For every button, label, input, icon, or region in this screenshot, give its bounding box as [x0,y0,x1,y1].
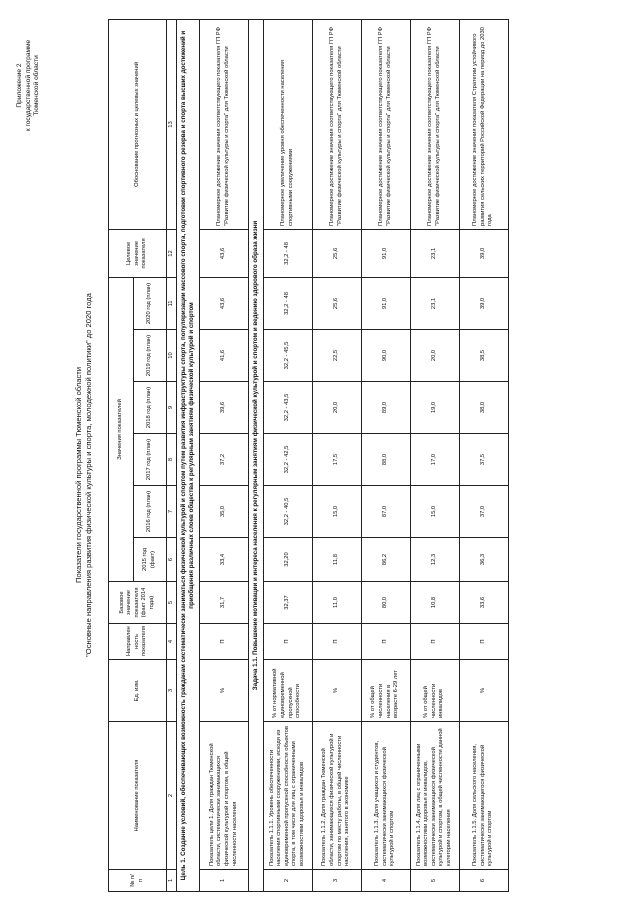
header-unit: Ед. изм. [109,660,167,722]
row-value: 32,2 - 48 [263,277,312,329]
row-direction: П [459,624,508,660]
row-target: 43,6 [200,229,249,277]
task-text: Задача 1.1. Повышение мотивации и интереса населения к регулярным занятиям физической культурой и спортом и ведению здорового образа жизни [249,19,264,891]
header-target: Целевое значение показателя [109,229,167,277]
row-base: 11,0 [312,582,361,624]
column-number-row [167,19,177,891]
row-value: 19,0 [410,382,459,434]
row-value: 32,2 - 43,5 [263,382,312,434]
column-number: 8 [167,434,177,486]
header-year: 2015 год (факт) [134,538,167,582]
header-name: Наименование показателя [109,722,167,870]
column-number: 9 [167,382,177,434]
column-number: 2 [167,722,177,870]
row-unit: % [200,660,249,722]
row-base: 32,37 [263,582,312,624]
row-value: 20,0 [312,382,361,434]
row-value: 32,2 - 40,5 [263,486,312,538]
header-year: 2020 год (план) [134,277,167,329]
document-title [74,115,94,835]
row-name: Показатель цели 1. Доля граждан Тюменской области, систематически занимающихся физической культурой и спортом, в общей численности населения [200,722,249,870]
header-basis: Обоснование прогнозных и целевых значений [109,19,167,229]
column-number: 12 [167,229,177,277]
column-number: 4 [167,624,177,660]
row-value: 37,0 [459,486,508,538]
row-base: 10,8 [410,582,459,624]
row-value: 87,0 [361,486,410,538]
row-value: 17,0 [410,434,459,486]
row-base: 33,6 [459,582,508,624]
appendix-note [16,18,42,153]
header-num: № п/п [109,870,167,892]
row-name: Показатель 1.1.2. Доля граждан Тюменской области, занимающихся физической культурой и спортом по месту работы, в общей численности населения, занятого в экономике [312,722,361,870]
row-value: 90,0 [361,330,410,382]
row-num: 6 [459,870,508,892]
row-direction: П [200,624,249,660]
appendix-line: к государственной программе [24,39,32,132]
row-name: Показатель 1.1.5. Доля сельского населения, систематически занимающегося физической культурой и спортом [459,722,508,870]
row-name: Показатель 1.1.3. Доля учащихся и студентов, систематически занимающихся физической культурой и спортом [361,722,410,870]
column-number: 7 [167,486,177,538]
row-value: 43,6 [200,277,249,329]
column-number: 13 [167,19,177,229]
row-target: 23,1 [410,229,459,277]
header-year: 2016 год (план) [134,486,167,538]
row-value: 11,8 [312,538,361,582]
row-value: 23,1 [410,277,459,329]
row-unit: % от общей численности населения в возрасте 6-29 лет [361,660,410,722]
row-basis: Планомерное достижение значения соответствующего показателя ГП РФ "Развитие физической культуры и спорта" для Тюменской области [312,19,361,229]
row-target: 39,0 [459,229,508,277]
row-value: 86,2 [361,538,410,582]
row-value: 41,6 [200,330,249,382]
row-value: 38,0 [459,382,508,434]
row-value: 38,5 [459,330,508,382]
row-value: 32,2 - 42,5 [263,434,312,486]
row-num: 3 [312,870,361,892]
row-unit: % от нормативной единовременной пропускной способности [263,660,312,722]
table-row [361,19,410,891]
row-unit: % от общей численности инвалидов [410,660,459,722]
row-value: 35,0 [200,486,249,538]
row-value: 33,4 [200,538,249,582]
row-value: 39,0 [459,277,508,329]
row-basis: Планомерное достижение значения соответствующего показателя ГП РФ "Развитие физической культуры и спорта" для Тюменской области [361,19,410,229]
table-row [263,19,312,891]
table-row [459,19,508,891]
column-number: 5 [167,582,177,624]
row-basis: Планомерное достижение значения соответствующего показателя ГП РФ "Развитие физической культуры и спорта" для Тюменской области [200,19,249,229]
task-row [249,19,264,891]
header-values-group: Значения показателей [109,277,134,581]
row-unit: % [312,660,361,722]
row-num: 1 [200,870,249,892]
row-target: 32,2 - 48 [263,229,312,277]
column-number: 1 [167,870,177,892]
appendix-line: Приложение 2 [16,63,23,108]
row-target: 25,6 [312,229,361,277]
row-direction: П [312,624,361,660]
row-value: 15,0 [312,486,361,538]
column-number: 3 [167,660,177,722]
header-base: Базовое значение показателя (факт 2014 года) [109,582,167,624]
column-number: 11 [167,277,177,329]
row-value: 32,2 - 45,5 [263,330,312,382]
row-value: 20,0 [410,330,459,382]
row-value: 88,0 [361,434,410,486]
header-direction: Направлен ность показателя [109,624,167,660]
row-num: 4 [361,870,410,892]
row-direction: П [410,624,459,660]
header-year: 2017 год (план) [134,434,167,486]
row-direction: П [361,624,410,660]
row-name: Показатель 1.1.1. Уровень обеспеченности населения спортивными сооружениями, исходя из единовременной пропускной способности объектов спорта, в том числе для лиц с ограниченными возможностями здоровья и инвалидов [263,722,312,870]
goal-row [177,19,200,891]
title-line: Показатели государственной программы Тюменской области [74,367,83,583]
header-year: 2018 год (план) [134,382,167,434]
row-basis: Планомерное достижение значения показателя Стратегии устойчивого развития сельских территорий Российской Федерации на период до 2030 года [459,19,508,229]
table-header-row [109,19,134,891]
title-line: "Основные направления развития физической культуры и спорта, молодежной политики" до 2020 года [84,293,93,657]
column-number: 10 [167,330,177,382]
indicators-table [108,19,509,892]
row-target: 91,0 [361,229,410,277]
header-year: 2019 год (план) [134,330,167,382]
row-num: 2 [263,870,312,892]
row-name: Показатель 1.1.4. Доля лиц с ограниченными возможностями здоровья и инвалидов, систематически занимающихся физической культурой и спортом, в общей численности данной категории населения [410,722,459,870]
table-row [410,19,459,891]
appendix-line: Тюменской области [33,55,41,116]
row-value: 91,0 [361,277,410,329]
row-value: 32,20 [263,538,312,582]
column-number: 6 [167,538,177,582]
row-basis: Планомерное увеличение уровня обеспеченности населения спортивными сооружениями [263,19,312,229]
row-value: 22,5 [312,330,361,382]
row-value: 15,0 [410,486,459,538]
row-value: 12,3 [410,538,459,582]
row-value: 17,5 [312,434,361,486]
row-value: 25,6 [312,277,361,329]
row-basis: Планомерное достижение значения соответствующего показателя ГП РФ "Развитие физической культуры и спорта" для Тюменской области [410,19,459,229]
row-unit: % [459,660,508,722]
goal-text: Цель 1. Создание условий, обеспечивающих возможность гражданам систематически заниматься физической культурой и спортом путем развития инфраструктуры спорта, популяризации массового спорта, подготовки спортивного резерва и спорта высших достижений и приобщения различных слоев общества к регулярным занятиям физической культурой и спортом [177,19,200,891]
row-num: 5 [410,870,459,892]
table-row [200,19,249,891]
table-row [312,19,361,891]
row-value: 37,2 [200,434,249,486]
row-direction: П [263,624,312,660]
row-value: 39,6 [200,382,249,434]
row-base: 31,7 [200,582,249,624]
row-value: 89,0 [361,382,410,434]
row-value: 37,5 [459,434,508,486]
row-base: 80,0 [361,582,410,624]
row-value: 36,3 [459,538,508,582]
